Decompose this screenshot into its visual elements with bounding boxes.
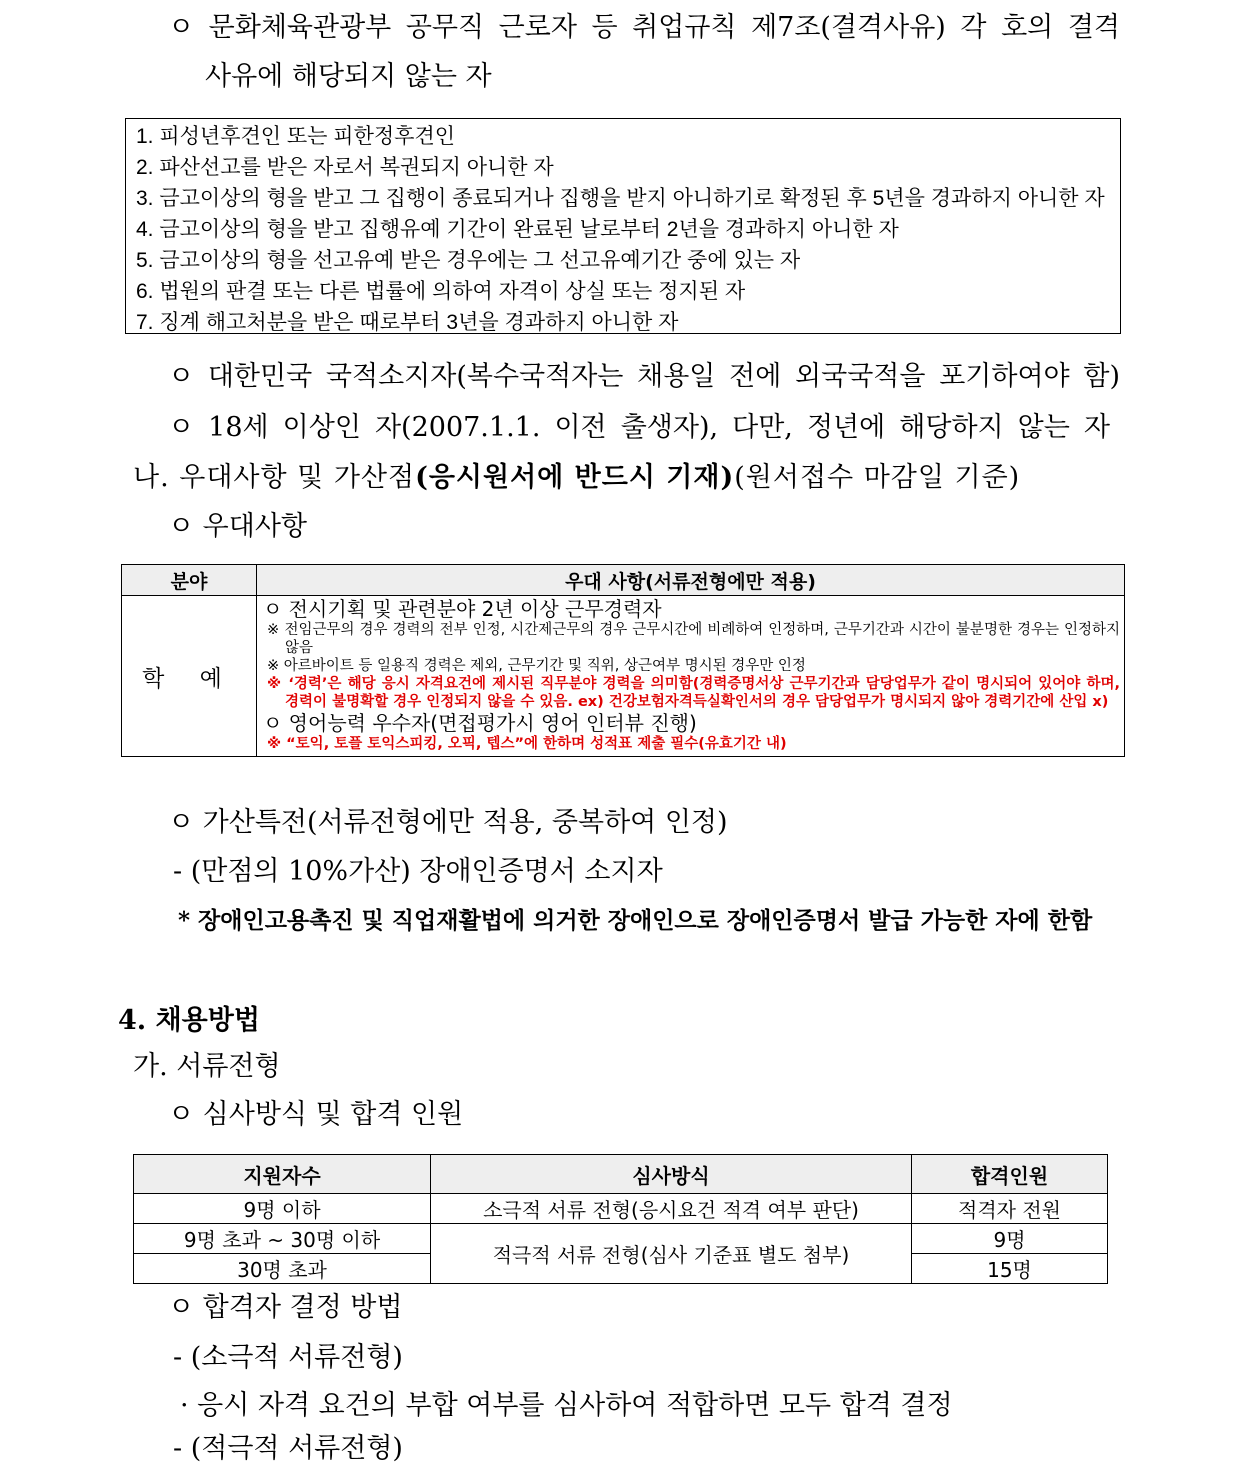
bonus-item: - (만점의 10%가산) 장애인증명서 소지자 xyxy=(173,856,663,887)
screening-method: 소극적 서류 전형(응시요건 적격 여부 판단) xyxy=(431,1194,912,1224)
preference-item-exhibition: ㅇ 전시기획 및 관련분야 2년 이상 근무경력자 xyxy=(263,597,662,621)
screening-applicants: 9명 이하 xyxy=(134,1194,431,1224)
decision-passive-label: - (소극적 서류전형) xyxy=(173,1342,403,1373)
requirement-nationality: ㅇ 대한민국 국적소지자(복수국적자는 채용일 전에 외국국적을 포기하여야 함) xyxy=(168,361,1120,392)
disqualification-item: 3. 금고이상의 형을 받고 그 집행이 종료되거나 집행을 받지 아니하기로 확정된 후 5년을 경과하지 아니한 자 xyxy=(136,187,1105,210)
preference-header-field: 분야 xyxy=(122,565,257,596)
decision-heading: ㅇ 합격자 결정 방법 xyxy=(168,1292,403,1323)
screening-header-method: 심사방식 xyxy=(431,1155,912,1194)
disqualification-item: 6. 법원의 판결 또는 다른 법률에 의하여 자격이 상실 또는 정지된 자 xyxy=(136,280,746,303)
requirement-age: ㅇ 18세 이상인 자(2007.1.1. 이전 출생자), 다만, 정년에 해당하지 않는 자 xyxy=(168,412,1110,443)
disqualification-item: 4. 금고이상의 형을 받고 집행유예 기간이 완료된 날로부터 2년을 경과하지 아니한 자 xyxy=(136,218,899,241)
screening-method: 적극적 서류 전형(심사 기준표 별도 첨부) xyxy=(431,1224,912,1284)
preference-category: 학 예 xyxy=(122,596,257,757)
preference-item-english: ㅇ 영어능력 우수자(면접평가시 영어 인터뷰 진행) xyxy=(263,711,697,735)
preference-content xyxy=(257,596,1125,757)
table-row xyxy=(134,1194,1108,1224)
decision-passive-desc: · 응시 자격 요건의 부합 여부를 심사하여 적합하면 모두 합격 결정 xyxy=(180,1390,953,1421)
disqualification-item: 2. 파산선고를 받은 자로서 복권되지 아니한 자 xyxy=(136,156,554,179)
preference-note-english: ※ “토익, 토플 토익스피킹, 오픽, 텝스”에 한하며 성적표 제출 필수(유효기간 내) xyxy=(267,736,787,752)
requirement-disqualification-line2: 사유에 해당되지 않는 자 xyxy=(205,61,492,92)
section-4-sub-ga: 가. 서류전형 xyxy=(133,1051,281,1082)
table-row xyxy=(134,1224,1108,1254)
decision-active-label: - (적극적 서류전형) xyxy=(173,1433,403,1464)
section-na-bold: (응시원서에 반드시 기재) xyxy=(415,462,735,493)
bonus-note: * 장애인고용촉진 및 직업재활법에 의거한 장애인으로 장애인증명서 발급 가능한 자에 한함 xyxy=(178,907,1093,934)
section-na-heading xyxy=(133,461,1020,495)
requirement-disqualification-line1: ㅇ 문화체육관광부 공무직 근로자 등 취업규칙 제7조(결격사유) 각 호의 결격 xyxy=(168,12,1120,43)
preference-table xyxy=(121,564,1125,757)
disqualification-item: 1. 피성년후견인 또는 피한정후견인 xyxy=(136,125,456,148)
disqualification-item: 7. 징계 해고처분을 받은 때로부터 3년을 경과하지 아니한 자 xyxy=(136,311,679,334)
section-na-suffix: (원서접수 마감일 기준) xyxy=(734,462,1021,493)
screening-passed: 9명 xyxy=(912,1224,1108,1254)
preference-note-career: ※ ‘경력’은 해당 응시 자격요건에 제시된 직무분야 경력을 의미함(경력증명서상 근무기간과 담당업무가 같이 명시되어 있어야 하며, 경력이 불명확할 경우 인정되지 않을 수 있음. ex) 건강보험자격득실확인서의 경우 담당업무가 명시되지 않아 경력기간에 산입 x) xyxy=(267,676,1120,710)
bonus-heading: ㅇ 가산특전(서류전형에만 적용, 중복하여 인정) xyxy=(168,807,728,838)
preference-note: ※ 아르바이트 등 일용직 경력은 제외, 근무기간 및 직위, 상근여부 명시된 경우만 인정 xyxy=(267,658,806,674)
preference-heading: ㅇ 우대사항 xyxy=(168,511,307,542)
section-na-prefix: 나. 우대사항 및 가산점 xyxy=(133,462,416,493)
screening-passed: 15명 xyxy=(912,1254,1108,1284)
section-4-title: 4. 채용방법 xyxy=(118,1005,260,1036)
screening-applicants: 30명 초과 xyxy=(134,1254,431,1284)
screening-heading: ㅇ 심사방식 및 합격 인원 xyxy=(168,1099,464,1130)
preference-header-content: 우대 사항(서류전형에만 적용) xyxy=(257,565,1125,596)
screening-passed: 적격자 전원 xyxy=(912,1194,1108,1224)
screening-header-passed: 합격인원 xyxy=(912,1155,1108,1194)
screening-header-applicants: 지원자수 xyxy=(134,1155,431,1194)
screening-applicants: 9명 초과 ~ 30명 이하 xyxy=(134,1224,431,1254)
disqualification-list-box xyxy=(125,118,1121,334)
disqualification-item: 5. 금고이상의 형을 선고유예 받은 경우에는 그 선고유예기간 중에 있는 자 xyxy=(136,249,801,272)
preference-note: ※ 전임근무의 경우 경력의 전부 인정, 시간제근무의 경우 근무시간에 비례하여 인정하며, 근무기간과 시간이 불분명한 경우는 인정하지 않음 xyxy=(267,622,1120,656)
screening-table xyxy=(133,1154,1108,1284)
